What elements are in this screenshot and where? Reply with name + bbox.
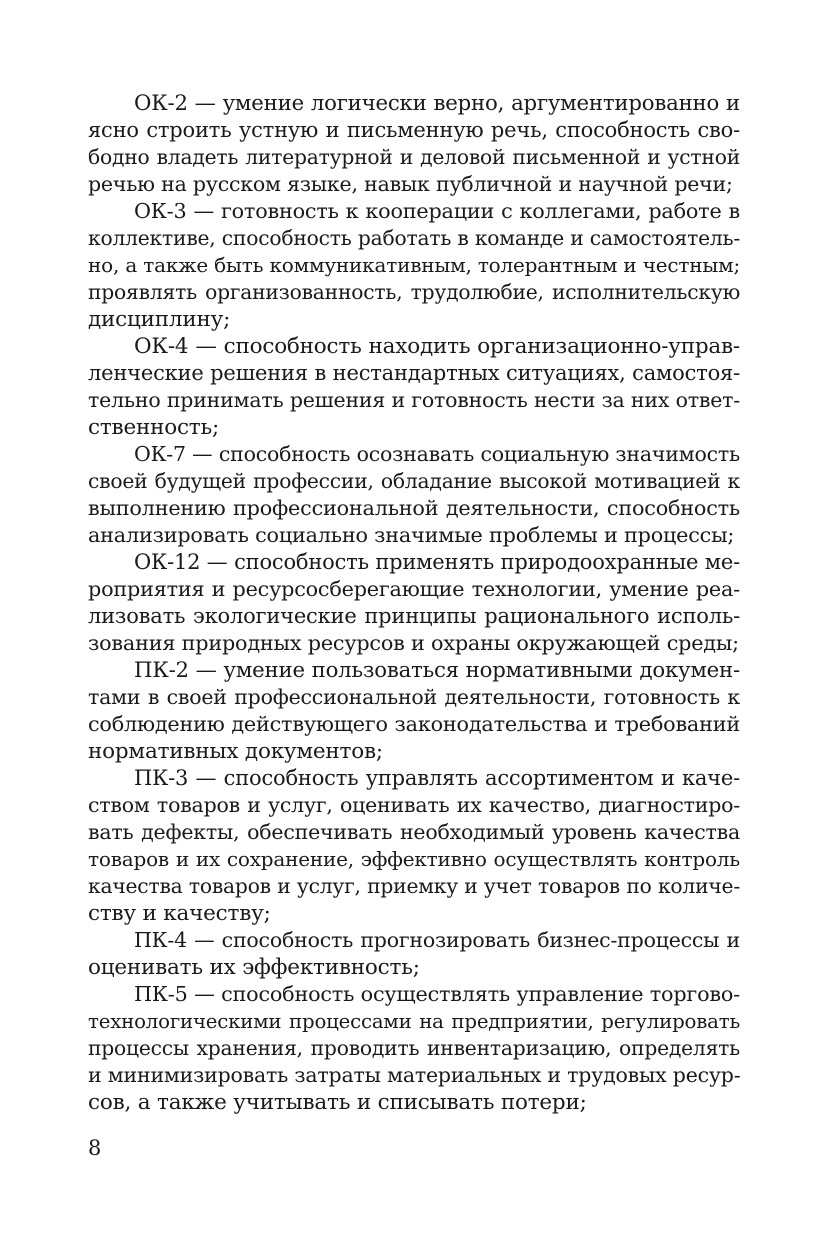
paragraph-line: ПК-5 — способность осуществлять управление торгово- bbox=[134, 982, 740, 1006]
paragraph-line: роприятия и ресурсосберегающие технологии, умение реа- bbox=[88, 577, 740, 601]
paragraph-line: тами в своей профессиональной деятельности, готовность к bbox=[88, 685, 740, 709]
paragraph-line: соблюдению действующего законодательства и требований bbox=[88, 712, 740, 736]
paragraph-line: процессы хранения, проводить инвентаризацию, определять bbox=[88, 1036, 740, 1060]
paragraph-ok-4 bbox=[88, 333, 740, 441]
paragraph-line: ственность; bbox=[88, 415, 220, 440]
paragraph-ok-2 bbox=[88, 90, 740, 198]
paragraph-line: ОК-4 — способность находить организационно-управ- bbox=[134, 334, 740, 359]
paragraph-line: ленческие решения в нестандартных ситуациях, самостоя- bbox=[88, 361, 740, 385]
paragraph-line: ству и качеству; bbox=[88, 901, 271, 926]
paragraph-line: бодно владеть литературной и деловой письменной и устной bbox=[88, 145, 740, 169]
paragraph-line: сов, а также учитывать и списывать потери; bbox=[88, 1090, 587, 1115]
paragraph-line: зования природных ресурсов и охраны окружающей среды; bbox=[88, 631, 739, 655]
paragraph-line: коллективе, способность работать в команде и самостоятель- bbox=[88, 226, 740, 250]
paragraph-line: речью на русском языке, навык публичной и научной речи; bbox=[88, 172, 733, 196]
paragraph-line: дисциплину; bbox=[88, 307, 231, 332]
paragraph-line: оценивать их эффективность; bbox=[88, 955, 420, 980]
paragraph-line: ОК-3 — готовность к кооперации с коллегами, работе в bbox=[134, 199, 740, 223]
page-body bbox=[88, 90, 740, 1116]
paragraph-line: нормативных документов; bbox=[88, 739, 383, 764]
paragraph-line: и минимизировать затраты материальных и трудовых ресур- bbox=[88, 1063, 741, 1087]
paragraph-line: анализировать социально значимые проблемы и процессы; bbox=[88, 523, 735, 547]
paragraph-line: ПК-3 — способность управлять ассортиментом и каче- bbox=[134, 766, 740, 790]
page-number: 8 bbox=[88, 1136, 102, 1160]
paragraph-line: выполнению профессиональной деятельности, способность bbox=[88, 496, 740, 520]
paragraph-line: проявлять организованность, трудолюбие, исполнительскую bbox=[88, 280, 740, 304]
paragraph-line: ОК-2 — умение логически верно, аргументированно и bbox=[134, 91, 740, 116]
paragraph-pk-2 bbox=[88, 657, 740, 765]
paragraph-line: ством товаров и услуг, оценивать их качество, диагностиро- bbox=[88, 793, 740, 817]
paragraph-ok-12 bbox=[88, 549, 740, 657]
paragraph-line: лизовать экологические принципы рационального исполь- bbox=[88, 604, 740, 628]
paragraph-pk-3 bbox=[88, 765, 740, 927]
paragraph-ok-7 bbox=[88, 441, 740, 549]
paragraph-line: товаров и их сохранение, эффективно осуществлять контроль bbox=[88, 847, 740, 871]
paragraph-line: ПК-4 — способность прогнозировать бизнес-процессы и bbox=[134, 928, 740, 952]
paragraph-line: качества товаров и услуг, приемку и учет товаров по количе- bbox=[88, 874, 740, 898]
paragraph-line: вать дефекты, обеспечивать необходимый уровень качества bbox=[88, 820, 740, 844]
paragraph-line: ОК-7 — способность осознавать социальную значимость bbox=[134, 442, 740, 466]
paragraph-line: своей будущей профессии, обладание высокой мотивацией к bbox=[88, 469, 740, 493]
paragraph-line: но, а также быть коммуникативным, толерантным и честным; bbox=[88, 253, 740, 277]
paragraph-pk-5 bbox=[88, 981, 740, 1116]
paragraph-line: ПК-2 — умение пользоваться нормативными докумен- bbox=[134, 658, 740, 683]
paragraph-pk-4 bbox=[88, 927, 740, 981]
paragraph-line: технологическими процессами на предприятии, регулировать bbox=[88, 1010, 740, 1033]
paragraph-line: ясно строить устную и письменную речь, способность сво- bbox=[88, 118, 740, 142]
paragraph-line: ОК-12 — способность применять природоохранные ме- bbox=[134, 550, 740, 574]
paragraph-line: тельно принимать решения и готовность нести за них ответ- bbox=[88, 388, 740, 412]
paragraph-ok-3 bbox=[88, 198, 740, 333]
